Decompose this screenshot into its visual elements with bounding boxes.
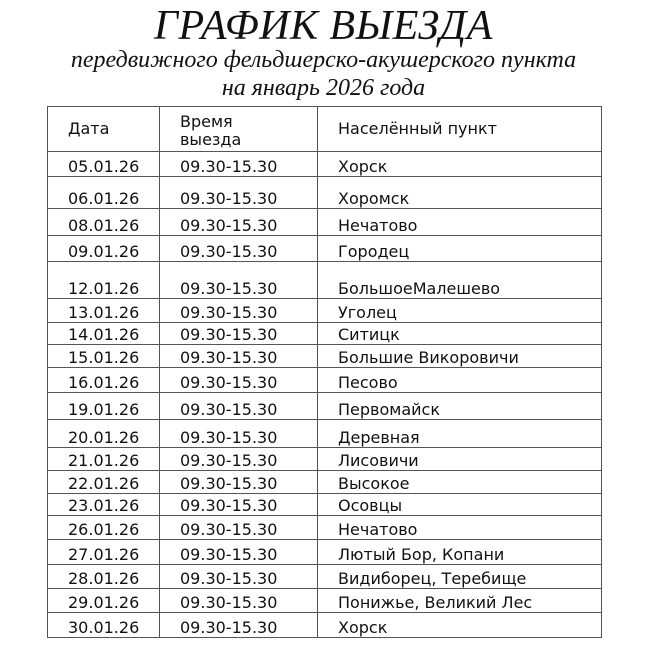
table-header-row xyxy=(48,107,602,152)
table-row xyxy=(48,152,602,177)
cell-time: 09.30-15.30 xyxy=(160,516,318,540)
schedule-table xyxy=(47,106,602,638)
table-row xyxy=(48,299,602,323)
table-row xyxy=(48,345,602,368)
subtitle-line-1: передвижного фельдшерско-акушерского пункта xyxy=(70,47,577,73)
cell-date: 12.01.26 xyxy=(48,262,160,299)
subtitle-line-2: на январь 2026 года xyxy=(221,75,426,101)
cell-date: 29.01.26 xyxy=(48,589,160,613)
cell-time: 09.30-15.30 xyxy=(160,152,318,177)
table-row xyxy=(48,448,602,471)
table-row xyxy=(48,420,602,448)
cell-place: Понижье, Великий Лес xyxy=(318,589,602,613)
cell-place: Нечатово xyxy=(318,209,602,236)
cell-place: Высокое xyxy=(318,471,602,494)
cell-date: 16.01.26 xyxy=(48,368,160,393)
cell-time: 09.30-15.30 xyxy=(160,613,318,638)
cell-time: 09.30-15.30 xyxy=(160,589,318,613)
cell-date: 20.01.26 xyxy=(48,420,160,448)
table-row xyxy=(48,368,602,393)
cell-time: 09.30-15.30 xyxy=(160,420,318,448)
cell-date: 15.01.26 xyxy=(48,345,160,368)
cell-time: 09.30-15.30 xyxy=(160,209,318,236)
cell-place: Городец xyxy=(318,236,602,262)
cell-place: Лютый Бор, Копани xyxy=(318,540,602,565)
cell-place: Большие Викоровичи xyxy=(318,345,602,368)
cell-date: 21.01.26 xyxy=(48,448,160,471)
cell-time: 09.30-15.30 xyxy=(160,448,318,471)
cell-place: Видиборец, Теребище xyxy=(318,565,602,589)
table-row xyxy=(48,589,602,613)
cell-time: 09.30-15.30 xyxy=(160,299,318,323)
cell-time: 09.30-15.30 xyxy=(160,262,318,299)
cell-date: 05.01.26 xyxy=(48,152,160,177)
cell-time: 09.30-15.30 xyxy=(160,565,318,589)
table-row xyxy=(48,236,602,262)
cell-place: Песово xyxy=(318,368,602,393)
table-row xyxy=(48,323,602,345)
cell-place: БольшоеМалешево xyxy=(318,262,602,299)
cell-time: 09.30-15.30 xyxy=(160,345,318,368)
cell-place: Нечатово xyxy=(318,516,602,540)
cell-date: 26.01.26 xyxy=(48,516,160,540)
cell-place: Лисовичи xyxy=(318,448,602,471)
table-row xyxy=(48,613,602,638)
cell-place: Первомайск xyxy=(318,393,602,420)
cell-place: Уголец xyxy=(318,299,602,323)
cell-time: 09.30-15.30 xyxy=(160,323,318,345)
cell-date: 13.01.26 xyxy=(48,299,160,323)
cell-time: 09.30-15.30 xyxy=(160,177,318,209)
table-row xyxy=(48,494,602,516)
cell-date: 09.01.26 xyxy=(48,236,160,262)
cell-time: 09.30-15.30 xyxy=(160,540,318,565)
page-title: ГРАФИК ВЫЕЗДА xyxy=(154,3,493,49)
cell-time: 09.30-15.30 xyxy=(160,471,318,494)
cell-date: 08.01.26 xyxy=(48,209,160,236)
cell-place: Деревная xyxy=(318,420,602,448)
cell-date: 19.01.26 xyxy=(48,393,160,420)
cell-place: Хоромск xyxy=(318,177,602,209)
table-row xyxy=(48,540,602,565)
header-place: Населённый пункт xyxy=(318,107,602,152)
cell-time: 09.30-15.30 xyxy=(160,393,318,420)
cell-time: 09.30-15.30 xyxy=(160,494,318,516)
cell-place: Хорск xyxy=(318,613,602,638)
cell-date: 30.01.26 xyxy=(48,613,160,638)
header-time-line2: выезда xyxy=(180,130,242,149)
table-row xyxy=(48,177,602,209)
table-row xyxy=(48,516,602,540)
cell-date: 23.01.26 xyxy=(48,494,160,516)
cell-date: 22.01.26 xyxy=(48,471,160,494)
table-row xyxy=(48,262,602,299)
cell-date: 06.01.26 xyxy=(48,177,160,209)
header-date: Дата xyxy=(48,107,160,152)
header-time xyxy=(160,107,318,152)
cell-date: 27.01.26 xyxy=(48,540,160,565)
cell-place: Хорск xyxy=(318,152,602,177)
cell-date: 28.01.26 xyxy=(48,565,160,589)
cell-place: Осовцы xyxy=(318,494,602,516)
table-row xyxy=(48,471,602,494)
cell-time: 09.30-15.30 xyxy=(160,368,318,393)
cell-date: 14.01.26 xyxy=(48,323,160,345)
table-row xyxy=(48,209,602,236)
header-time-line1: Время xyxy=(180,112,233,131)
table-row xyxy=(48,393,602,420)
table-row xyxy=(48,565,602,589)
cell-place: Ситицк xyxy=(318,323,602,345)
cell-time: 09.30-15.30 xyxy=(160,236,318,262)
